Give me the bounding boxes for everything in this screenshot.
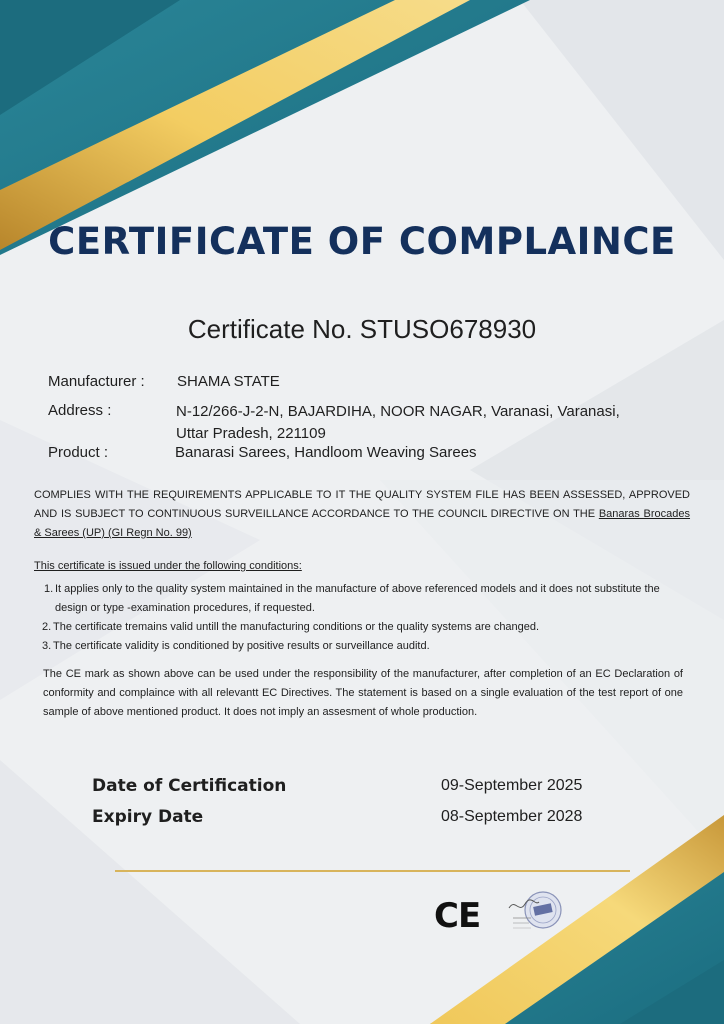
- certificate-number: Certificate No. STUSO678930: [187, 314, 537, 344]
- certification-date-label: Date of Certification: [92, 776, 287, 796]
- product-label: Product :: [48, 444, 109, 461]
- condition-number: 2.: [42, 621, 52, 633]
- condition-text: It applies only to the quality system maintained in the manufacture of above referenced models and it does not substitute the design or type -examination procedures, if requested.: [55, 583, 660, 614]
- address-line-1: N-12/266-J-2-N, BAJARDIHA, NOOR NAGAR, Varanasi, Varanasi,: [176, 403, 620, 420]
- condition-number: 1.: [44, 583, 54, 595]
- compliance-text: COMPLIES WITH THE REQUIREMENTS APPLICABLE TO IT THE QUALITY SYSTEM FILE HAS BEEN ASSESSED, APPROVED AND IS SUBJECT TO CONTINUOUS SURVEILLANCE ACCORDANCE TO THE COUNCIL DIRECTIVE ON THE: [34, 489, 690, 520]
- certification-date-value: 09-September 2025: [441, 777, 583, 794]
- compliance-statement: [34, 486, 690, 543]
- ce-mark: CE: [434, 896, 481, 936]
- address-label: Address :: [48, 402, 112, 419]
- conditions-heading: This certificate is issued under the following conditions:: [34, 560, 302, 572]
- certificate-title: CERTIFICATE OF COMPLAINCE: [48, 220, 676, 263]
- gold-divider: [115, 870, 630, 872]
- condition-item: [42, 618, 684, 637]
- condition-item: [44, 580, 684, 618]
- condition-text: The certificate validity is conditioned by positive results or surveillance auditd.: [53, 640, 430, 652]
- conditions-list: [44, 580, 684, 656]
- signature-seal-icon: [505, 888, 565, 936]
- condition-number: 3.: [42, 640, 52, 652]
- product-value: Banarasi Sarees, Handloom Weaving Sarees: [175, 444, 477, 461]
- condition-text: The certificate tremains valid untill the manufacturing conditions or the quality systems are changed.: [53, 621, 540, 633]
- condition-item: [42, 637, 684, 656]
- manufacturer-value: SHAMA STATE: [177, 373, 280, 390]
- manufacturer-label: Manufacturer :: [48, 373, 145, 390]
- expiry-date-value: 08-September 2028: [441, 808, 583, 825]
- expiry-date-label: Expiry Date: [92, 807, 204, 827]
- council-directive: Banaras Brocades & Sarees (UP) (GI Regn No. 99): [34, 508, 691, 539]
- address-line-2: Uttar Pradesh, 221109: [176, 425, 326, 442]
- ce-statement: The CE mark as shown above can be used under the responsibility of the manufacturer, after completion of an EC Declaration of conformity and complaince with all relevantt EC Directives. The statement is based on a single evaluation of the test report of one sample of above mentioned product. It does not imply an assesment of whole production.: [43, 668, 683, 718]
